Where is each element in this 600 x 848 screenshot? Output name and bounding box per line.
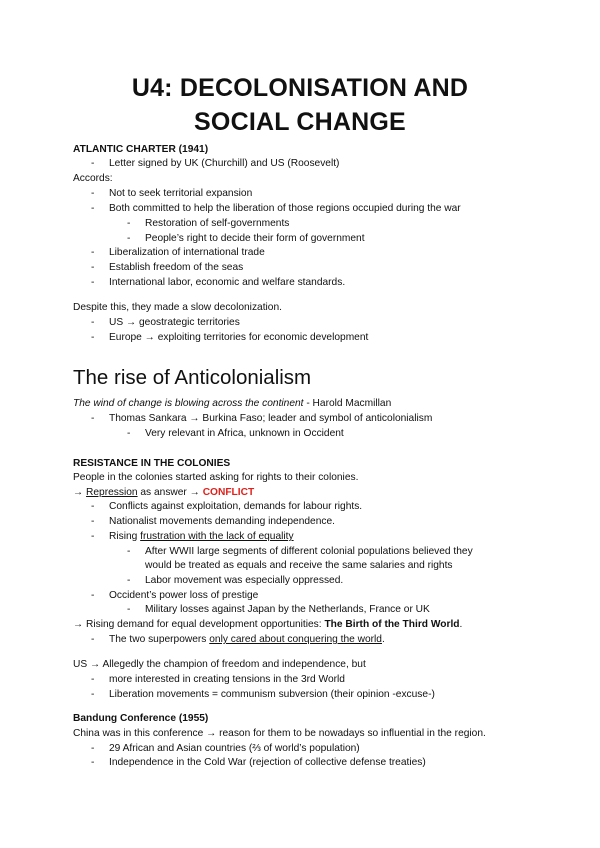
list-item: 29 African and Asian countries (⅔ of world’s population) <box>109 743 360 754</box>
bullet-dash: - <box>91 501 95 512</box>
bullet-dash: - <box>127 575 131 586</box>
quote-author: - Harold Macmillan <box>303 398 392 409</box>
quote-line <box>73 397 391 411</box>
list-item: Liberalization of international trade <box>109 247 265 258</box>
frustration-text: frustration with the lack of equality <box>140 531 294 542</box>
list-item: Labor movement was especially oppressed. <box>145 575 344 586</box>
bullet-dash: - <box>91 203 95 214</box>
bullet-dash: - <box>91 188 95 199</box>
superpowers-end: . <box>381 634 385 645</box>
list-item: US → geostrategic territories <box>109 317 240 328</box>
bullet-dash: - <box>127 604 131 615</box>
bullet-dash: - <box>91 743 95 754</box>
list-item: Very relevant in Africa, unknown in Occident <box>145 428 344 439</box>
superpowers-prefix: The two superpowers <box>109 634 210 645</box>
page-title-line2: SOCIAL CHANGE <box>194 108 406 136</box>
list-item: Military losses against Japan by the Netherlands, France or UK <box>145 604 430 615</box>
bullet-dash: - <box>127 428 131 439</box>
list-item <box>109 530 294 544</box>
list-item <box>109 633 385 647</box>
bullet-dash: - <box>91 689 95 700</box>
conflict-text: CONFLICT <box>202 487 255 498</box>
third-world-text: The Birth of the Third World <box>324 619 460 630</box>
bullet-dash: - <box>91 262 95 273</box>
list-item: Liberation movements = communism subversion (their opinion -excuse-) <box>109 689 435 700</box>
bullet-dash: - <box>91 590 95 601</box>
list-item: Restoration of self-governments <box>145 218 290 229</box>
list-item: International labor, economic and welfare standards. <box>109 277 346 288</box>
arrow-text: → <box>73 487 87 498</box>
list-item: Independence in the Cold War (rejection of collective defense treaties) <box>109 757 426 768</box>
list-item: more interested in creating tensions in the 3rd World <box>109 674 345 685</box>
paragraph: People in the colonies started asking for rights to their colonies. <box>73 472 359 483</box>
list-item: Nationalist movements demanding independence. <box>109 516 335 527</box>
list-item: People’s right to decide their form of government <box>145 233 365 244</box>
page-title-line1: U4: DECOLONISATION AND <box>131 74 469 102</box>
as-answer-text: as answer → <box>137 487 203 498</box>
rising-prefix: Rising <box>109 531 141 542</box>
superpowers-underline: only cared about conquering the world <box>209 634 382 645</box>
list-item: Conflicts against exploitation, demands for labour rights. <box>109 501 363 512</box>
bullet-dash: - <box>91 158 95 169</box>
bullet-dash: - <box>127 218 131 229</box>
paragraph: US → Allegedly the champion of freedom and independence, but <box>73 659 366 670</box>
bullet-dash: - <box>91 332 95 343</box>
bullet-dash: - <box>91 247 95 258</box>
accords-label: Accords: <box>73 173 113 184</box>
list-item: After WWII large segments of different colonial populations believed they <box>145 546 473 557</box>
bullet-dash: - <box>91 674 95 685</box>
list-item: Letter signed by UK (Churchill) and US (Roosevelt) <box>109 158 340 169</box>
bullet-dash: - <box>91 634 95 645</box>
list-item: Occident’s power loss of prestige <box>109 590 259 601</box>
bullet-dash: - <box>91 516 95 527</box>
period-text: . <box>459 619 463 630</box>
list-item: Europe → exploiting territories for economic development <box>109 332 369 343</box>
bullet-dash: - <box>91 757 95 768</box>
list-item: Thomas Sankara → Burkina Faso; leader and symbol of anticolonialism <box>109 413 433 424</box>
paragraph: Despite this, they made a slow decolonization. <box>73 302 282 313</box>
bullet-dash: - <box>127 546 131 557</box>
section-heading-bandung: Bandung Conference (1955) <box>73 713 209 724</box>
paragraph: China was in this conference → reason for them to be nowadays so influential in the region. <box>73 728 486 739</box>
section-heading-rise-of-anticolonialism: The rise of Anticolonialism <box>73 366 312 389</box>
bullet-dash: - <box>91 317 95 328</box>
list-item: Not to seek territorial expansion <box>109 188 253 199</box>
section-heading-atlantic-charter: ATLANTIC CHARTER (1941) <box>73 144 209 155</box>
quote-text: The wind of change is blowing across the continent <box>73 398 304 409</box>
bullet-dash: - <box>91 413 95 424</box>
bullet-dash: - <box>91 277 95 288</box>
conflict-line <box>73 486 254 500</box>
third-world-line <box>73 618 462 632</box>
section-heading-resistance: RESISTANCE IN THE COLONIES <box>73 458 231 469</box>
list-item: Establish freedom of the seas <box>109 262 244 273</box>
list-item: Both committed to help the liberation of those regions occupied during the war <box>109 203 461 214</box>
rising-demand-text: → Rising demand for equal development opportunities: <box>73 619 325 630</box>
bullet-dash: - <box>91 531 95 542</box>
list-item-continuation: would be treated as equals and receive the same salaries and rights <box>145 560 453 571</box>
repression-text: Repression <box>86 487 138 498</box>
bullet-dash: - <box>127 233 131 244</box>
